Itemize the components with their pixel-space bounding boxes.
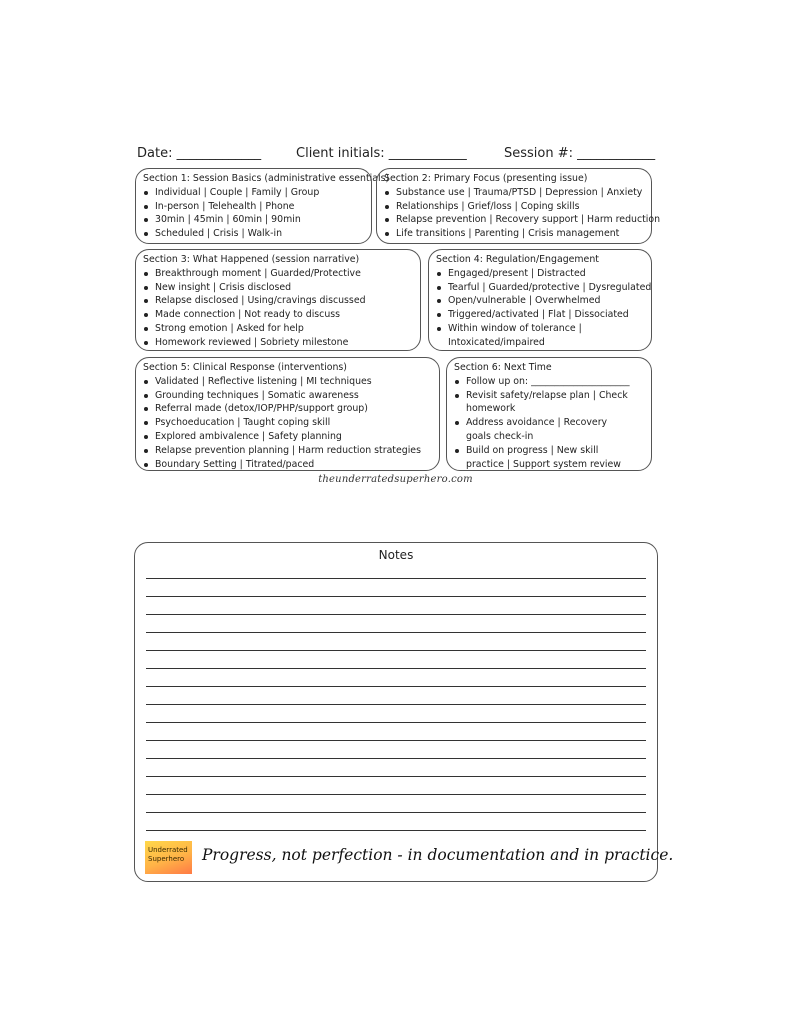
client-initials-field-label[interactable]: Client initials: ____________ [296,146,467,161]
list-item[interactable]: Grounding techniques | Somatic awareness [143,389,433,403]
notes-line[interactable] [146,596,646,597]
section-3-title: Section 3: What Happened (session narrative) [143,254,360,265]
notes-title: Notes [378,548,414,562]
list-item[interactable]: Engaged/present | Distracted [436,267,645,281]
list-item[interactable]: Within window of tolerance | Intoxicated/impaired [436,322,588,350]
notes-line[interactable] [146,758,646,759]
notes-line[interactable] [146,794,646,795]
notes-line[interactable] [146,650,646,651]
list-item[interactable]: Homework reviewed | Sobriety milestone [143,336,414,350]
section-4-title: Section 4: Regulation/Engagement [436,254,599,265]
list-item[interactable]: Relapse disclosed | Using/cravings discussed [143,294,414,308]
notes-line[interactable] [146,614,646,615]
section-6-box [446,357,652,471]
tagline: Progress, not perfection - in documentation and in practice. [202,846,674,864]
date-field-label[interactable]: Date: _____________ [137,146,262,161]
list-item[interactable]: Scheduled | Crisis | Walk-in [143,227,365,241]
list-item[interactable]: Build on progress | New skill practice | Support system review [454,444,636,472]
section-2-list [384,186,661,241]
list-item[interactable]: Referral made (detox/IOP/PHP/support group) [143,402,433,416]
list-item[interactable]: 30min | 45min | 60min | 90min [143,213,365,227]
list-item[interactable]: Substance use | Trauma/PTSD | Depression | Anxiety [384,186,645,200]
list-item[interactable]: Follow up on: _____________________ [454,375,645,389]
list-item[interactable]: Revisit safety/relapse plan | Check homework [454,389,634,417]
section-2-box [376,168,661,244]
session-number-field-label[interactable]: Session #: ____________ [504,146,656,161]
list-item[interactable]: Relapse prevention planning | Harm reduction strategies [143,444,433,458]
list-item[interactable]: Relationships | Grief/loss | Coping skills [384,200,645,214]
underrated-superhero-logo: Underrated Superhero [145,841,192,874]
notes-line[interactable] [146,632,646,633]
notes-box [134,542,674,882]
section-4-box [428,249,652,351]
list-item[interactable]: Validated | Reflective listening | MI techniques [143,375,433,389]
notes-line[interactable] [146,830,646,831]
section-4-list [436,267,652,350]
section-1-list [143,186,365,241]
notes-line[interactable] [146,668,646,669]
notes-line[interactable] [146,722,646,723]
section-6-title: Section 6: Next Time [454,362,552,373]
section-3-list [143,267,414,350]
list-item[interactable]: Open/vulnerable | Overwhelmed [436,294,645,308]
section-5-list [143,375,433,472]
section-5-box [135,357,440,471]
section-6-list [454,375,645,472]
section-1-title: Section 1: Session Basics (administrative essentials) [143,173,390,184]
section-3-box [135,249,421,351]
list-item[interactable]: Individual | Couple | Family | Group [143,186,365,200]
form-header [137,146,657,162]
list-item[interactable]: Tearful | Guarded/protective | Dysregulated [436,281,645,295]
list-item[interactable]: Life transitions | Parenting | Crisis management [384,227,645,241]
section-5-title: Section 5: Clinical Response (interventions) [143,362,347,373]
list-item[interactable]: Breakthrough moment | Guarded/Protective [143,267,414,281]
notes-line[interactable] [146,740,646,741]
notes-line[interactable] [146,776,646,777]
notes-line[interactable] [146,812,646,813]
list-item[interactable]: New insight | Crisis disclosed [143,281,414,295]
list-item[interactable]: Address avoidance | Recovery goals check-in [454,416,631,444]
section-1-box [135,168,390,244]
website-url: theunderratedsuperhero.com [318,474,473,485]
list-item[interactable]: Explored ambivalence | Safety planning [143,430,433,444]
list-item[interactable]: Strong emotion | Asked for help [143,322,414,336]
list-item[interactable]: Relapse prevention | Recovery support | Harm reduction [384,213,645,227]
notes-line[interactable] [146,578,646,579]
section-2-title: Section 2: Primary Focus (presenting issue) [384,173,588,184]
list-item[interactable]: Triggered/activated | Flat | Dissociated [436,308,645,322]
list-item[interactable]: Psychoeducation | Taught coping skill [143,416,433,430]
notes-line[interactable] [146,686,646,687]
list-item[interactable]: Made connection | Not ready to discuss [143,308,414,322]
list-item[interactable]: In-person | Telehealth | Phone [143,200,365,214]
notes-line[interactable] [146,704,646,705]
list-item[interactable]: Boundary Setting | Titrated/paced [143,458,433,472]
